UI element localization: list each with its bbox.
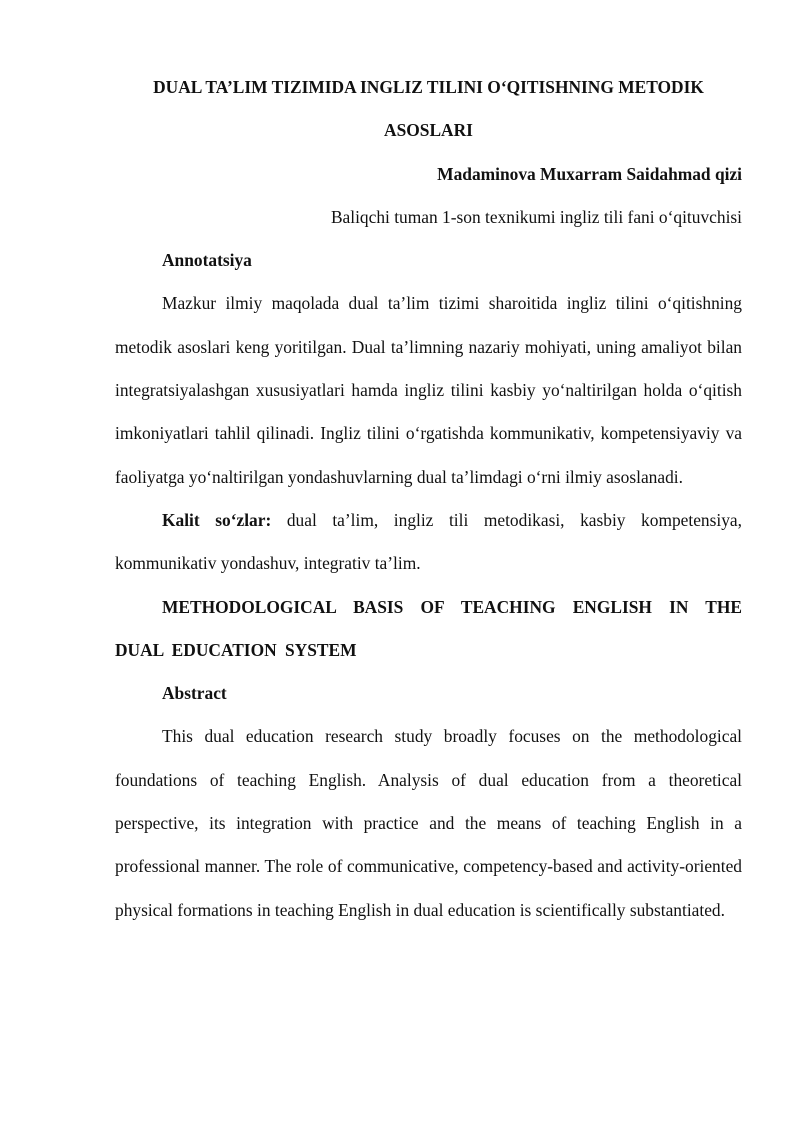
annotation-paragraph: Mazkur ilmiy maqolada dual ta’lim tizimi sharoitida ingliz tilini o‘qitishning metodik asoslari keng yoritilgan. Dual ta’limning nazariy mohiyati, uning amaliyot bilan integratsiyalashgan xususiyatlari hamda ingliz tilini kasbiy yo‘naltirilgan holda o‘qitish imkoniyatlari tahlil qilinadi. Ingliz tilini o‘rgatishda kommunikativ, kompetensiyaviy va faoliyatga yo‘naltirilgan yondashuvlarning dual ta’limdagi o‘rni ilmiy asoslanadi. — [115, 293, 742, 487]
annotation-heading: Annotatsiya — [162, 250, 252, 271]
keywords-label: Kalit so‘zlar: — [162, 509, 272, 530]
abstract-paragraph: This dual education research study broadly focuses on the methodological foundations of teaching English. Analysis of dual education from a theoretical perspective, its integration with practice and the means of teaching English in a professional manner. The role of communicative, competency-based and activity-oriented physical formations in teaching English in dual education is scientifically substantiated. — [115, 726, 742, 920]
author-affiliation: Baliqchi tuman 1-son texnikumi ingliz tili fani o‘qituvchisi — [330, 206, 742, 227]
author-name: Madaminova Muxarram Saidahmad qizi — [437, 163, 742, 184]
keywords-paragraph — [115, 499, 742, 586]
document-title: DUAL TA’LIM TIZIMIDA INGLIZ TILINI O‘QITISHNING METODIK ASOSLARI — [153, 77, 704, 141]
keywords-text: dual ta’lim, ingliz tili metodikasi, kasbiy kompetensiya, kommunikativ yondashuv, integrativ ta’lim. — [115, 509, 742, 574]
abstract-heading: Abstract — [162, 683, 227, 704]
document-page — [115, 66, 742, 932]
english-title: METHODOLOGICAL BASIS OF TEACHING ENGLISH IN THE DUAL EDUCATION SYSTEM — [115, 596, 742, 660]
